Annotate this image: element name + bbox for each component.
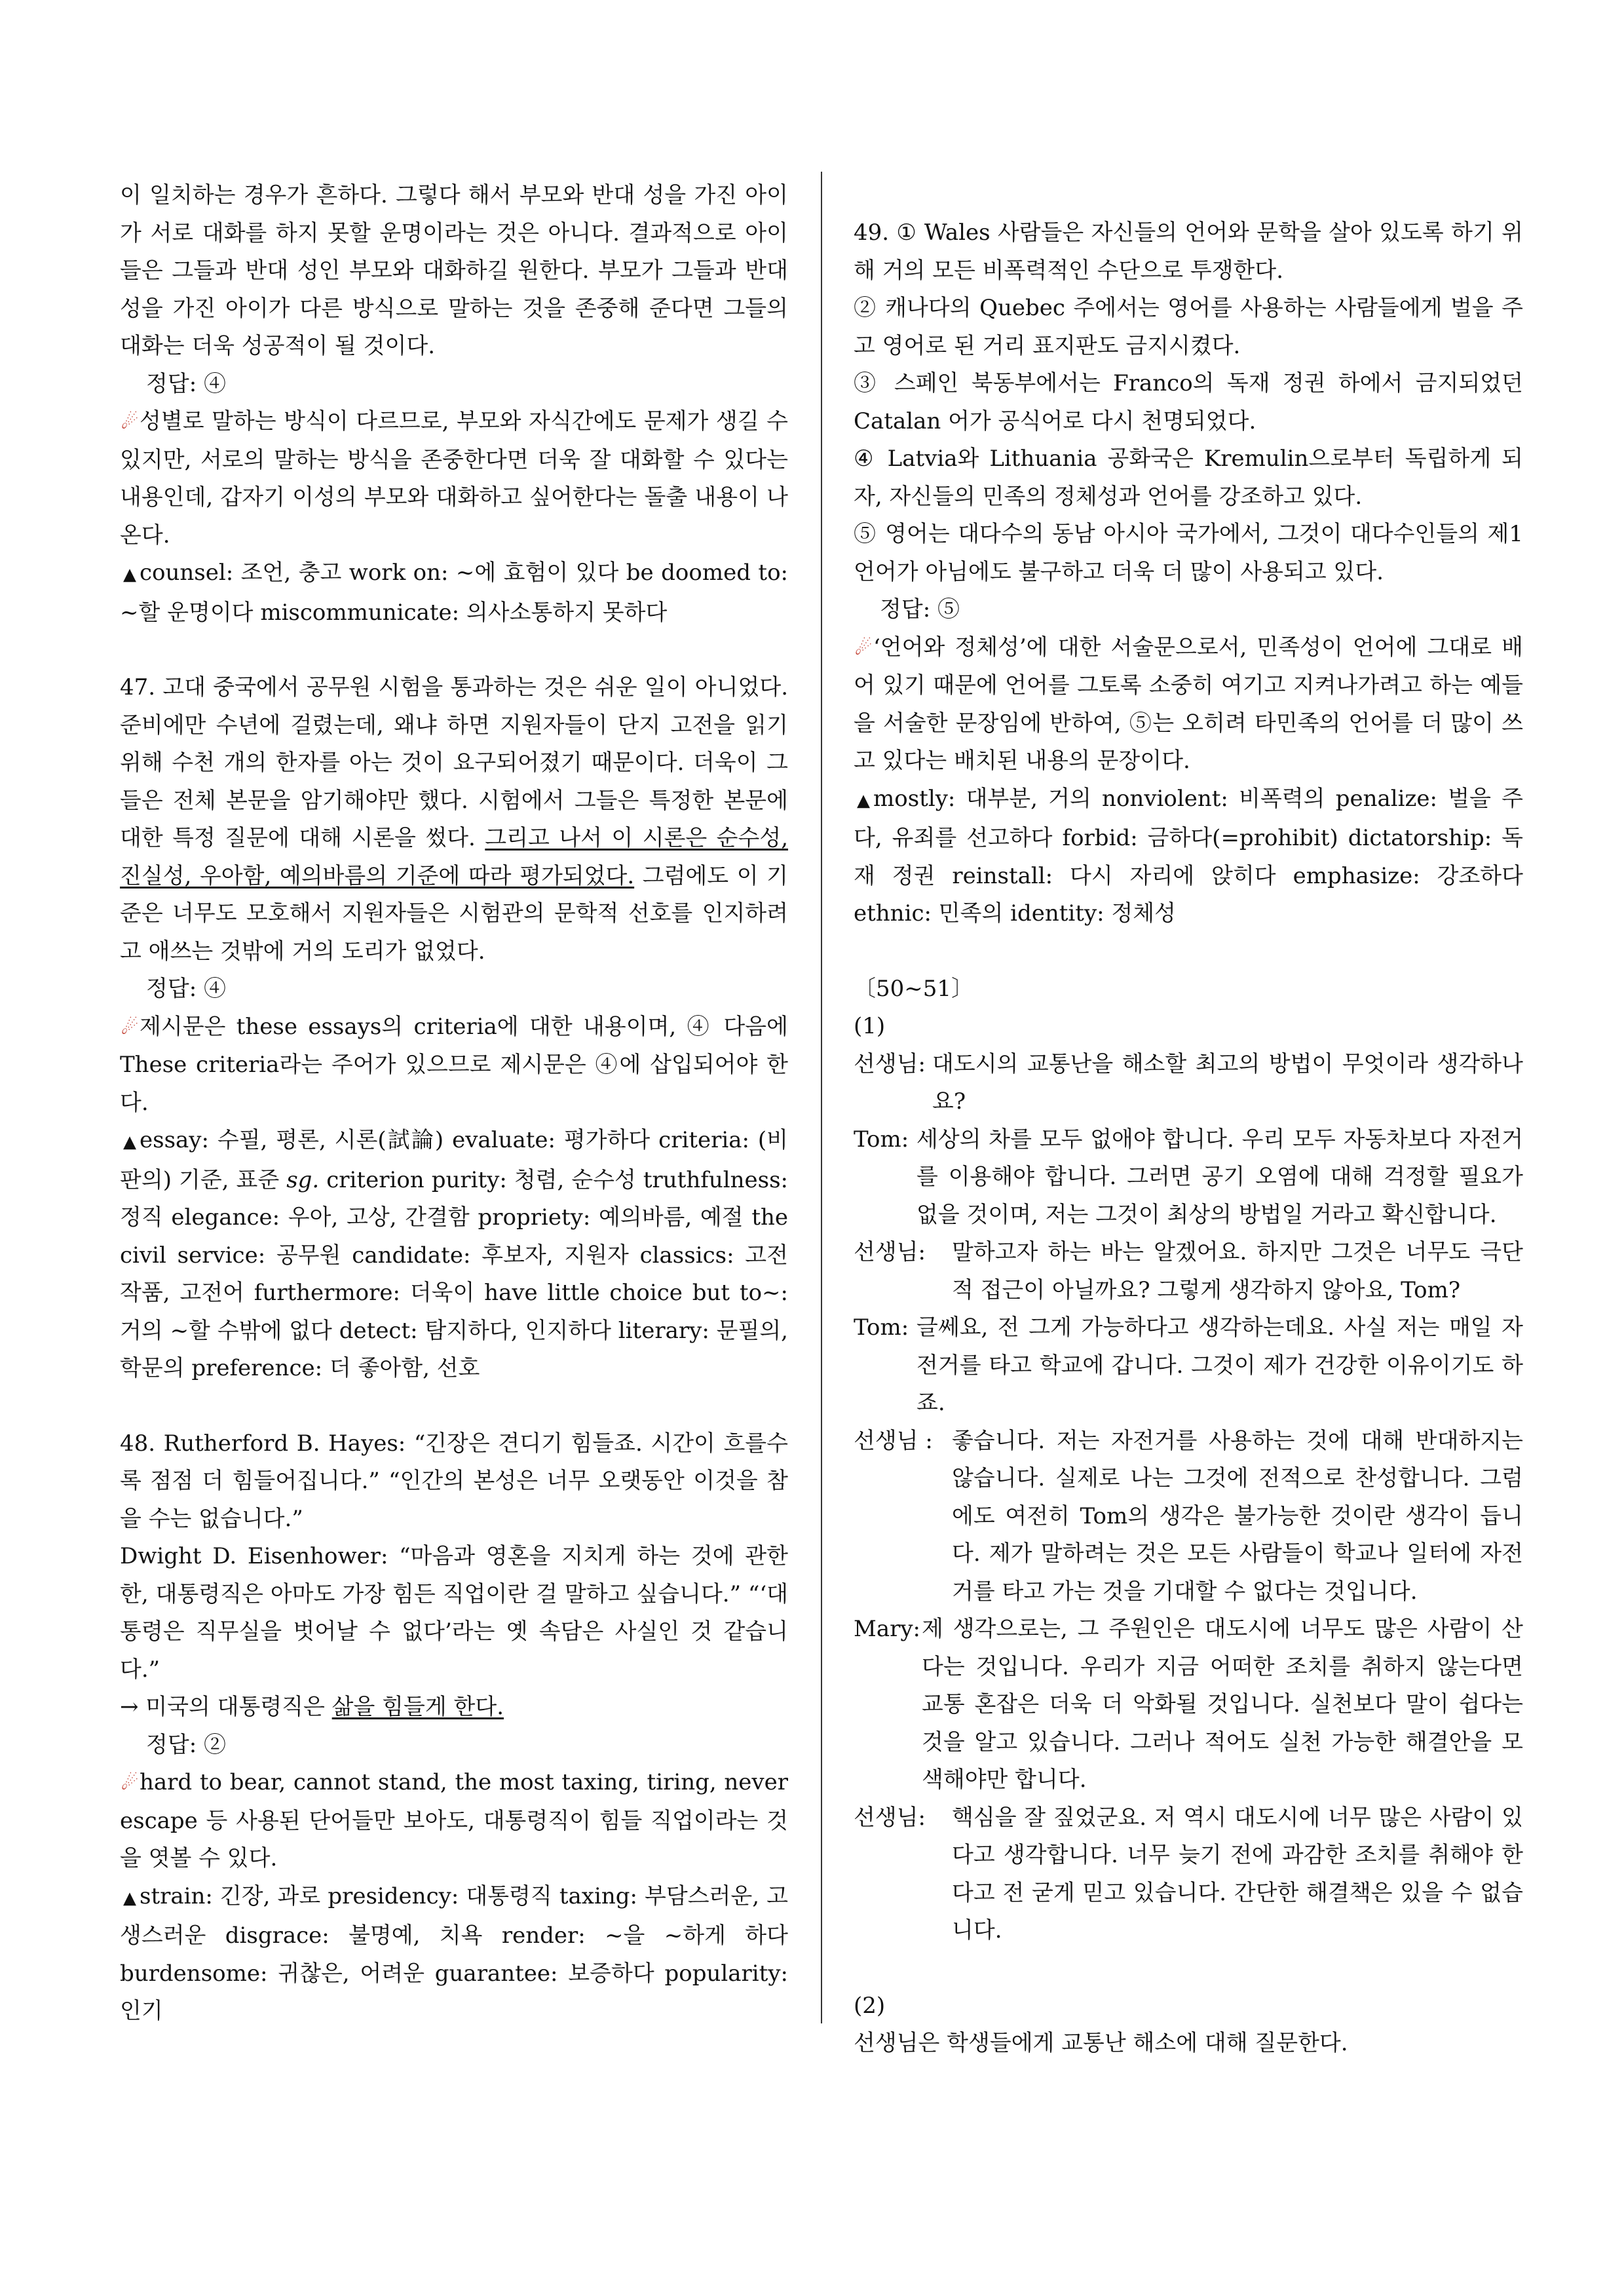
q49-vocab: ▲ mostly: 대부분, 거의 nonviolent: 비폭력의 penalize: 벌을 주다, 유죄를 선고하다 forbid: 금하다(=prohibit) dictatorship: 독재 정권 reinstall: 다시 자리에 앉히다 emphasize: 강조하다 ethnic: 민족의 identity: 정체성 [854,780,1523,933]
dialogue-speaker: 선생님: [854,1804,926,1831]
lightbulb-icon: ☄ [121,411,139,434]
dialogue-line [854,1799,1523,1950]
dialogue-speaker: Mary: [854,1616,920,1642]
dialogue-line [854,1234,1523,1309]
q48-hayes-quote: 48. Rutherford B. Hayes: “긴장은 견디기 힘들죠. 시간이 흐를수록 점점 더 힘들어집니다.” “인간의 본성은 너무 오랫동안 이것을 참을 수는 없습니다.” [120,1430,788,1532]
q46-hint: ☄성별로 말하는 방식이 다르므로, 부모와 자식간에도 문제가 생길 수 있지만, 서로의 말하는 방식을 존중한다면 더욱 잘 대화할 수 있다는 내용인데, 갑자기 이성의 부모와 대화하고 싶어한다는 돌출 내용이 나온다. [120,403,788,554]
q48-hint: ☄hard to bear, cannot stand, the most taxing, tiring, never escape 등 사용된 단어들만 보아도, 대통령직이 힘들 직업이라는 것을 엿볼 수 있다. [120,1764,788,1878]
vocab-triangle-icon: ▲ [123,1888,136,1908]
dialogue-speaker: Tom: [854,1314,909,1341]
lightbulb-icon: ☄ [854,636,873,660]
dialogue-text: 세상의 차를 모두 없애야 합니다. 우리 모두 자동차보다 자전거를 이용해야 합니다. 그러면 공기 오염에 대해 걱정할 필요가 없을 것이며, 저는 그것이 최상의 방법일 거라고 확신합니다. [916,1126,1523,1228]
column-divider [821,172,822,2023]
lightbulb-icon: ☄ [121,1016,139,1039]
q47-passage: 47. 고대 중국에서 공무원 시험을 통과하는 것은 쉬운 일이 아니었다. 준비에만 수년에 걸렸는데, 왜냐 하면 지원자들이 단지 고전을 읽기 위해 수천 개의 한자를 아는 것이 요구되어졌기 때문이다. 더욱이 그들은 전체 본문을 암기해야만 했다. 시험에서 그들은 특정한 본문에 대한 특정 질문에 대해 시론을 썼다. 그리고 나서 이 시론은 순수성, 진실성, 우아함, 예의바름의 기준에 따라 평가되었다. 그럼에도 이 기준은 너무도 모호해서 지원자들은 시험관의 문학적 선호를 인지하려고 애쓰는 것밖에 거의 도리가 없었다. [120,674,789,965]
dialogue-text: 대도시의 교통난을 해소할 최고의 방법이 무엇이라 생각하나요? [932,1050,1523,1115]
q48-eisenhower-quote: Dwight D. Eisenhower: “마음과 영혼을 지치게 하는 것에 관한 한, 대통령직은 아마도 가장 힘든 직업이란 걸 말하고 싶습니다.” “‘대통령은 직무실을 벗어날 수 없다’라는 옛 속담은 사실인 것 같습니다.” [120,1543,788,1683]
dialogue-text: 말하고자 하는 바는 알겠어요. 하지만 그것은 너무도 극단적 접근이 아닐까요? 그렇게 생각하지 않아요, Tom? [952,1239,1523,1303]
dialogue-speaker: 선생님: [854,1050,926,1077]
dialogue-line [854,1046,1523,1121]
dialogue-text: 좋습니다. 저는 자전거를 사용하는 것에 대해 반대하지는 않습니다. 실제로 나는 그것에 전적으로 찬성합니다. 그럼에도 여전히 Tom의 생각은 불가능한 것이란 생각이 듭니다. 제가 말하려는 것은 모든 사람들이 학교나 일터에 자전거를 타고 가는 것을 기대할 수 없다는 것입니다. [952,1427,1523,1605]
q50-part-2-text: 선생님은 학생들에게 교통난 해소에 대해 질문한다. [854,2030,1348,2056]
dialogue-text: 제 생각으로는, 그 주원인은 대도시에 너무도 많은 사람이 산다는 것입니다. 우리가 지금 어떠한 조치를 취하지 않는다면 교통 혼잡은 더욱 더 악화될 것입니다. 실천보다 말이 쉽다는 것을 알고 있습니다. 그러나 적어도 실천 가능한 해결안을 모색해야만 합니다. [922,1616,1523,1793]
q47-vocab: ▲ essay: 수필, 평론, 시론(試論) evaluate: 평가하다 criteria: (비판의) 기준, 표준 sg. criterion purity: 청렴, 순수성 truthfulness: 정직 elegance: 우아, 고상, 간결함 propriety: 예의바름, 예절 the civil service: 공무원 candidate: 후보자, 지원자 classics: 고전 작품, 고전어 furthermore: 더욱이 have little choice but to~: 거의 ~할 수밖에 없다 detect: 탐지하다, 인지하다 literary: 문필의, 학문의 preference: 더 좋아함, 선호 [120,1122,788,1388]
vocab-triangle-icon: ▲ [123,565,136,584]
q48-vocab: ▲ strain: 긴장, 과로 presidency: 대통령직 taxing: 부담스러운, 고생스러운 disgrace: 불명예, 치욕 render: ~을 ~하게 하다 burdensome: 귀찮은, 어려운 guarantee: 보증하다 popularity: 인기 [120,1878,788,2031]
q47-hint: ☄제시문은 these essays의 criteria에 대한 내용이며, ④ 다음에 These criteria라는 주어가 있으므로 제시문은 ④에 삽입되어야 한다. [120,1008,788,1122]
dialogue-text: 핵심을 잘 짚었군요. 저 역시 대도시에 너무 많은 사람이 있다고 생각합니다. 너무 늦기 전에 과감한 조치를 취해야 한다고 전 굳게 믿고 있습니다. 간단한 해결책은 있을 수 없습니다. [952,1804,1523,1943]
dialogue [854,1046,1523,1950]
vocab-triangle-icon: ▲ [123,1132,136,1152]
dialogue-line [854,1121,1523,1234]
q46-passage-continued: 이 일치하는 경우가 흔하다. 그렇다 해서 부모와 반대 성을 가진 아이가 서로 대화를 하지 못할 운명이라는 것은 아니다. 결과적으로 아이들은 그들과 반대 성인 부모와 대화하길 원한다. 부모가 그들과 반대 성을 가진 아이가 다른 방식으로 말하는 것을 존중해 준다면 그들의 대화는 더욱 성공적이 될 것이다. [120,182,788,359]
q49-option-1: 49. ① Wales 사람들은 자신들의 언어와 문학을 살아 있도록 하기 위해 거의 모든 비폭력적인 수단으로 투쟁한다. [854,220,1523,284]
right-column [854,177,1523,2063]
dialogue-speaker: 선생님 : [854,1427,933,1454]
q47-underlined-sentence: 그리고 나서 이 시론은 순수성, 진실성, 우아함, 예의바름의 기준에 따라 평가되었다. [120,825,789,889]
q49-option-5: ⑤ 영어는 대다수의 동남 아시아 국가에서, 그것이 대다수인들의 제1 언어가 아님에도 불구하고 더욱 더 많이 사용되고 있다. [854,521,1523,585]
q50-51-header: 〔50~51〕 [854,975,974,1002]
q49-option-2: ② 캐나다의 Quebec 주에서는 영어를 사용하는 사람들에게 벌을 주고 영어로 된 거리 표지판도 금지시켰다. [854,295,1523,359]
q49-option-3: ③ 스페인 북동부에서는 Franco의 독재 정권 하에서 금지되었던 Catalan 어가 공식어로 다시 천명되었다. [854,370,1523,434]
vocab-triangle-icon: ▲ [857,790,870,811]
lightbulb-icon: ☄ [121,1772,139,1795]
q49-answer: 정답: ⑤ [880,596,960,622]
q46-vocab: ▲ counsel: 조언, 충고 work on: ~에 효험이 있다 be doomed to: ~할 운명이다 miscommunicate: 의사소통하지 못하다 [120,554,788,632]
dialogue-line [854,1309,1523,1423]
q47-answer: 정답: ④ [146,976,226,1002]
q50-part-2-label: (2) [854,1992,886,2019]
dialogue-line [854,1423,1523,1611]
q48-answer: 정답: ② [146,1731,226,1758]
q48-summary: → 미국의 대통령직은 삶을 힘들게 한다. [120,1694,504,1720]
q49-hint: ☄‘언어와 정체성’에 대한 서술문으로서, 민족성이 언어에 그대로 배어 있기 때문에 언어를 그토록 소중히 여기고 지켜나가려고 하는 예들을 서술한 문장임에 반하여, ⑤는 오히려 타민족의 언어를 더 많이 쓰고 있다는 배치된 내용의 문장이다. [854,629,1523,780]
q49-option-4: ④ Latvia와 Lithuania 공화국은 Kremulin으로부터 독립하게 되자, 자신들의 민족의 정체성과 언어를 강조하고 있다. [854,446,1523,510]
left-column [120,177,788,2031]
dialogue-text: 글쎄요, 전 그게 가능하다고 생각하는데요. 사실 저는 매일 자전거를 타고 학교에 갑니다. 그것이 제가 건강한 이유이기도 하죠. [916,1314,1523,1416]
dialogue-speaker: Tom: [854,1126,909,1153]
dialogue-line [854,1611,1523,1799]
dialogue-speaker: 선생님: [854,1239,926,1265]
q46-answer: 정답: ④ [146,370,226,397]
q48-underlined-blank: 삶을 힘들게 한다. [331,1694,504,1720]
q50-part-1-label: (1) [854,1013,886,1039]
